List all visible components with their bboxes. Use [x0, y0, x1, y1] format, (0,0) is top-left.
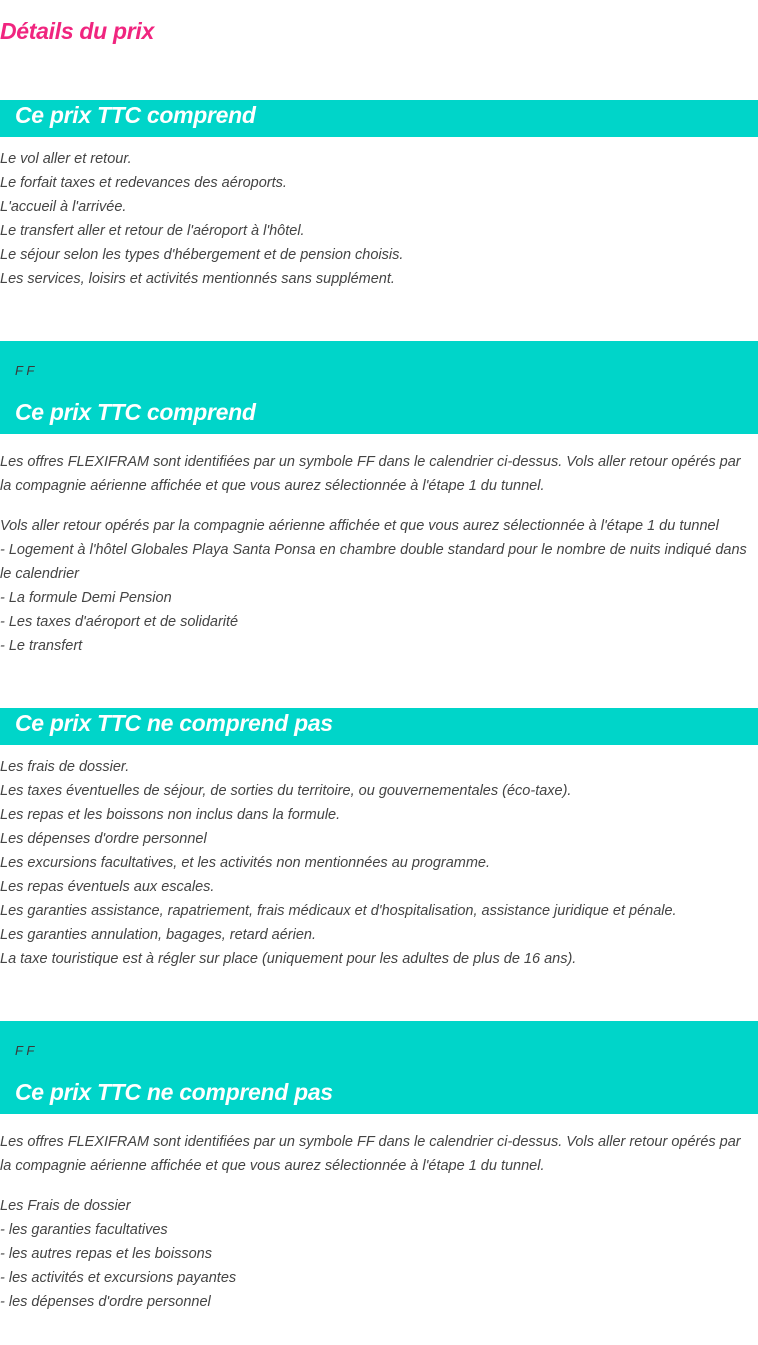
- list-item: - les garanties facultatives: [0, 1222, 168, 1238]
- flexifram-included-list: [0, 586, 758, 658]
- list-item: - les activités et excursions payantes: [0, 1270, 237, 1286]
- section-heading: Ce prix TTC comprend: [15, 102, 256, 128]
- section-header-flexifram-not-included: [0, 1021, 758, 1114]
- list-item: Les garanties annulation, bagages, retard aérien.: [0, 927, 316, 943]
- list-item: Le forfait taxes et redevances des aéroports.: [0, 175, 287, 191]
- list-item-lodging: - Logement à l'hôtel Globales Playa Santa Ponsa en chambre double standard pour le nombre de nuits indiqué dans le calendrier: [0, 542, 747, 582]
- list-item: - Les taxes d'aéroport et de solidarité: [0, 614, 239, 630]
- list-item: Vols aller retour opérés par la compagnie aérienne affichée et que vous aurez sélectionnée à l'étape 1 du tunnel: [0, 518, 719, 534]
- list-item: - les autres repas et les boissons: [0, 1246, 212, 1262]
- list-item: Les services, loisirs et activités mentionnés sans supplément.: [0, 271, 395, 287]
- list-item: Le vol aller et retour.: [0, 151, 132, 167]
- flexifram-included-details: [0, 514, 758, 538]
- list-item: - La formule Demi Pension: [0, 590, 172, 606]
- list-item: La taxe touristique est à régler sur place (uniquement pour les adultes de plus de 16 ans).: [0, 951, 577, 967]
- section-heading: Ce prix TTC ne comprend pas: [15, 710, 333, 736]
- included-list: [0, 147, 758, 291]
- page-title: Détails du prix: [0, 18, 154, 44]
- list-item: Les repas éventuels aux escales.: [0, 879, 215, 895]
- list-item: Les frais de dossier.: [0, 759, 130, 775]
- list-item: Les excursions facultatives, et les activités non mentionnées au programme.: [0, 855, 491, 871]
- flexifram-intro: Les offres FLEXIFRAM sont identifiées par un symbole FF dans le calendrier ci-dessus. Vols aller retour opérés par la compagnie aérienne affichée et que vous aurez sélectionnée à l'étape 1 du tunnel.: [0, 454, 741, 494]
- list-item: L'accueil à l'arrivée.: [0, 199, 127, 215]
- list-item: Les taxes éventuelles de séjour, de sorties du territoire, ou gouvernementales (éco-taxe).: [0, 783, 572, 799]
- flexifram-intro: Les offres FLEXIFRAM sont identifiées par un symbole FF dans le calendrier ci-dessus. Vols aller retour opérés par la compagnie aérienne affichée et que vous aurez sélectionnée à l'étape 1 du tunnel.: [0, 1134, 741, 1174]
- section-heading: Ce prix TTC comprend: [15, 399, 256, 425]
- list-item: Les repas et les boissons non inclus dans la formule.: [0, 807, 341, 823]
- list-item: Les Frais de dossier: [0, 1198, 131, 1214]
- list-item: Les garanties assistance, rapatriement, frais médicaux et d'hospitalisation, assistance juridique et pénale.: [0, 903, 677, 919]
- section-header-included: [0, 100, 758, 137]
- section-header-flexifram-included: [0, 341, 758, 434]
- list-item: Le transfert aller et retour de l'aéroport à l'hôtel.: [0, 223, 305, 239]
- list-item: - Le transfert: [0, 638, 83, 654]
- section-heading: Ce prix TTC ne comprend pas: [15, 1079, 333, 1105]
- list-item: Le séjour selon les types d'hébergement et de pension choisis.: [0, 247, 404, 263]
- ff-tag: F F: [15, 1043, 35, 1058]
- list-item: - les dépenses d'ordre personnel: [0, 1294, 211, 1310]
- not-included-list: [0, 755, 758, 971]
- flexifram-not-included-list: [0, 1194, 758, 1314]
- list-item: Les dépenses d'ordre personnel: [0, 831, 207, 847]
- ff-tag: F F: [15, 363, 35, 378]
- section-header-not-included: [0, 708, 758, 745]
